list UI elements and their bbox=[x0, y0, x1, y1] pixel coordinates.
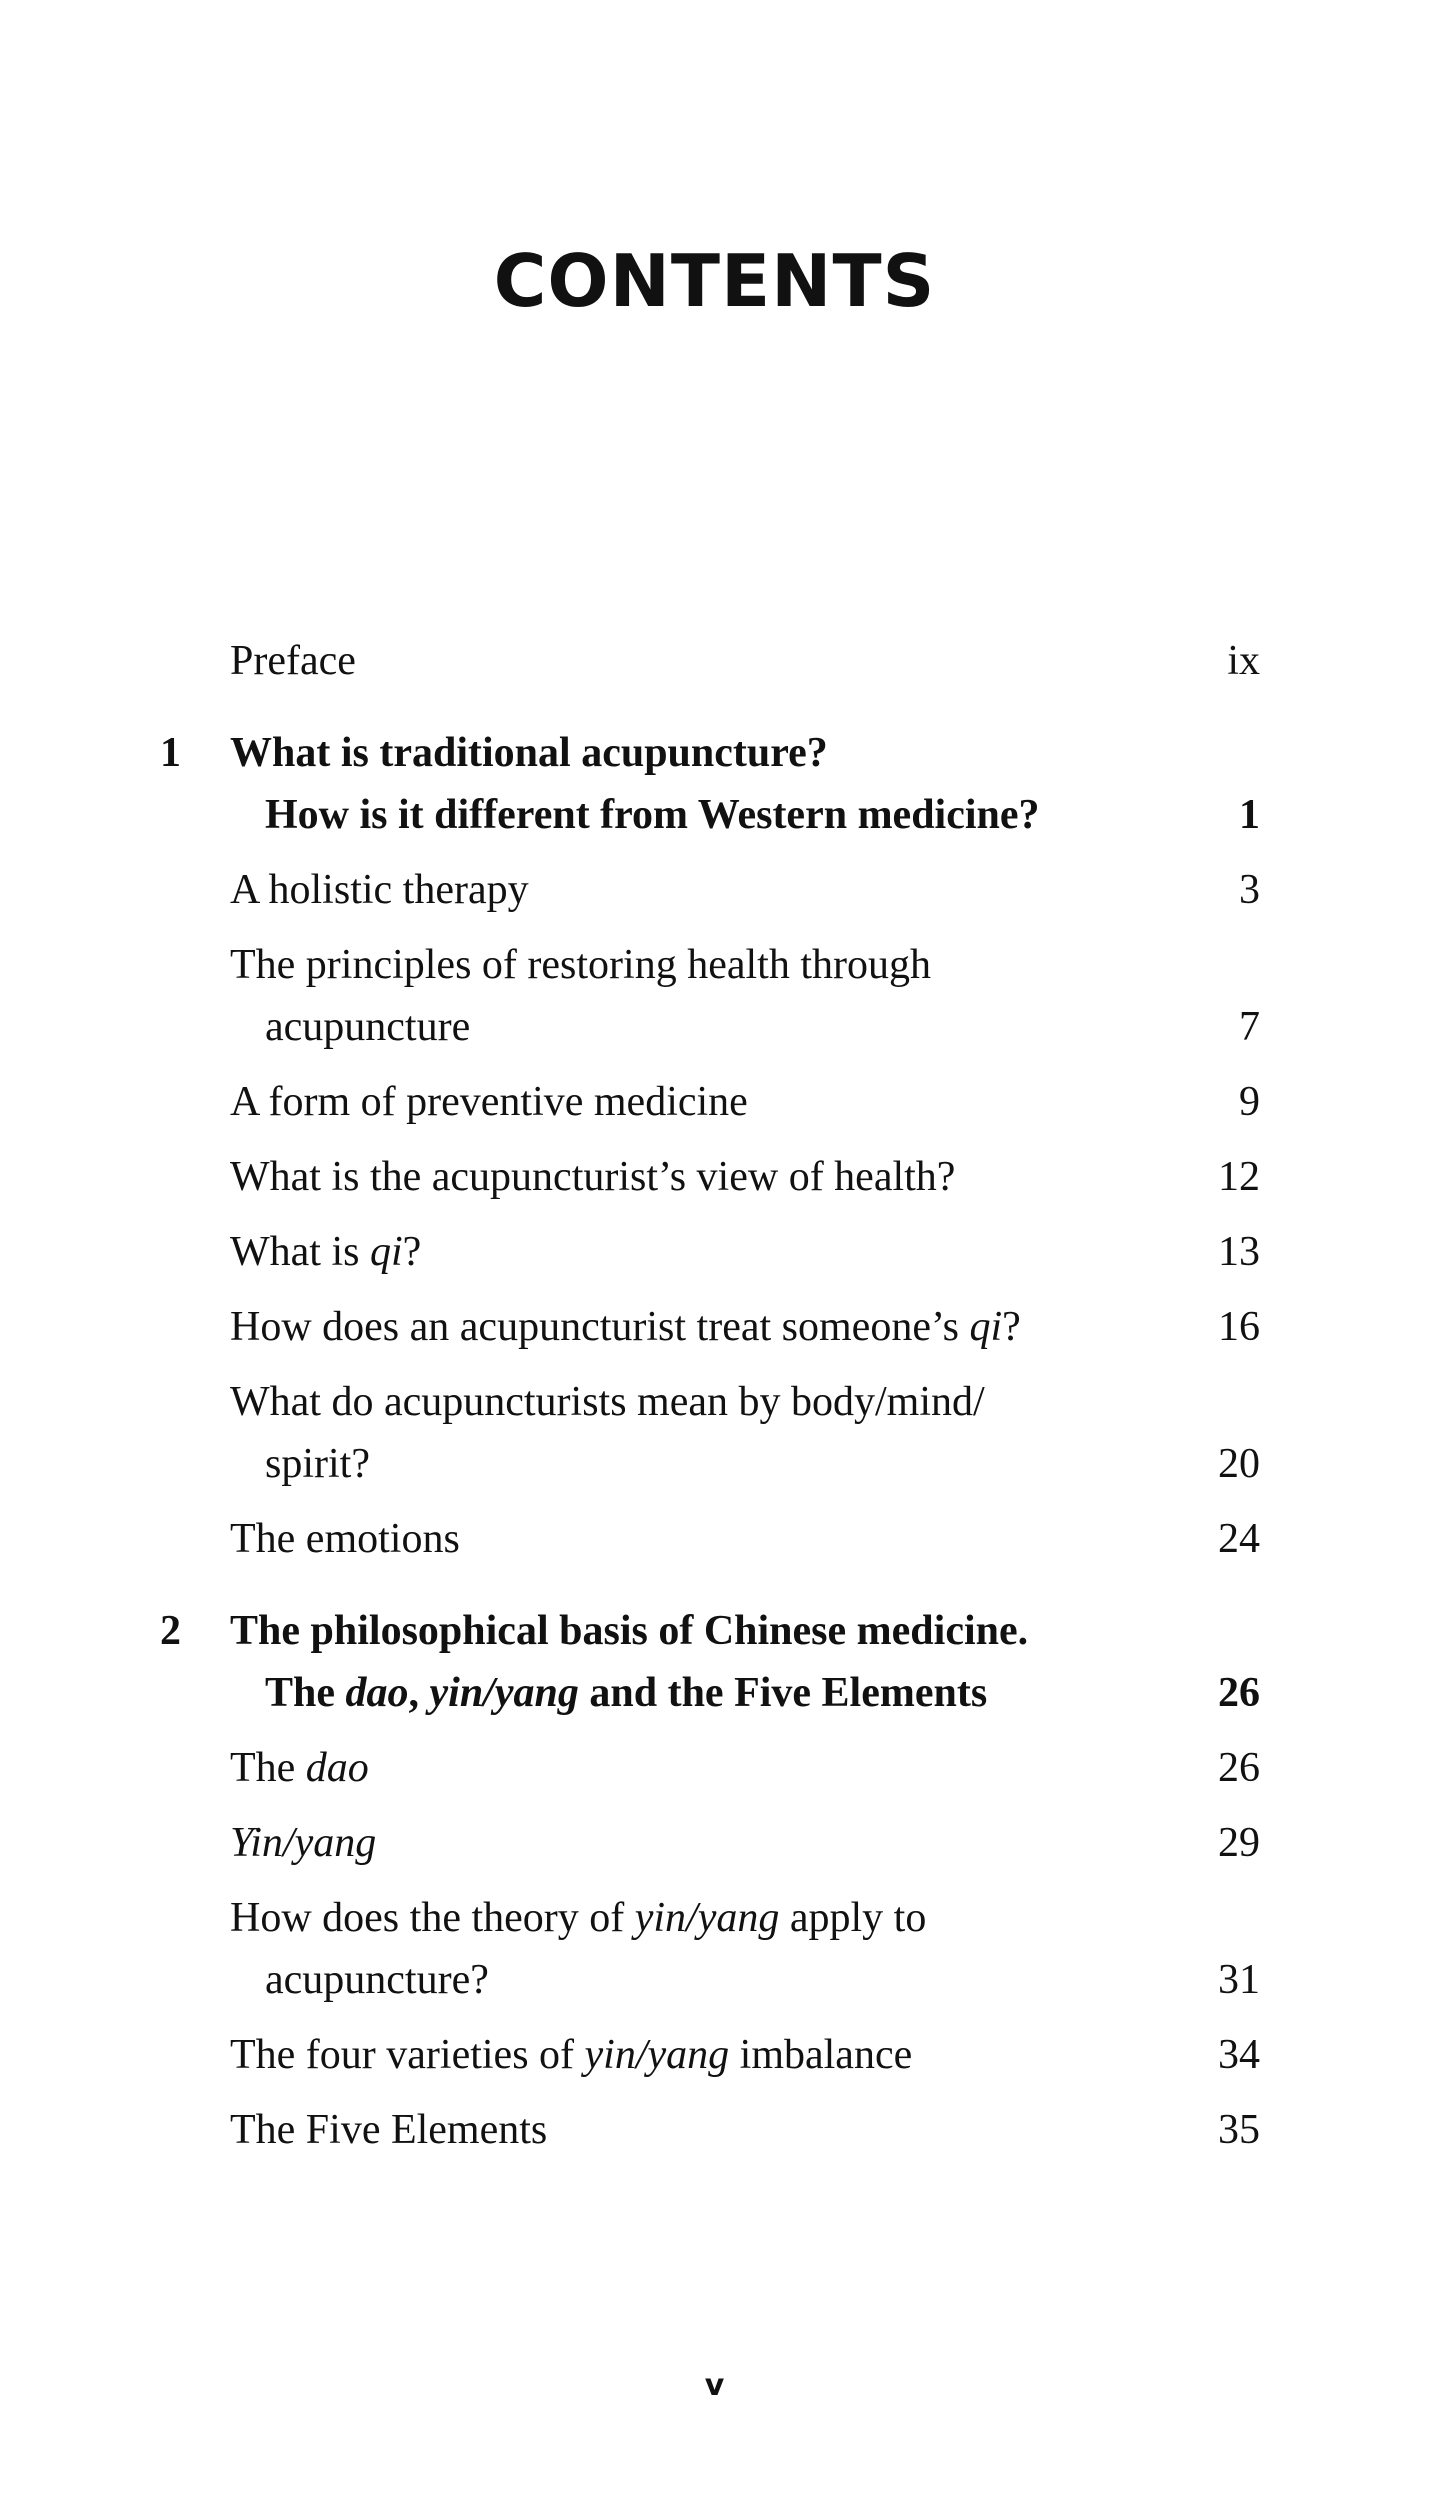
toc-page-number: 20 bbox=[1218, 1441, 1260, 1487]
toc-entry-label: The Five Elements bbox=[230, 2107, 548, 2153]
toc-entry[interactable] bbox=[160, 2024, 1260, 2086]
table-of-contents bbox=[160, 630, 1260, 2161]
toc-entry-label bbox=[230, 1221, 421, 1283]
toc-page-number: 29 bbox=[1218, 1820, 1260, 1866]
toc-entry-label bbox=[230, 1887, 926, 1949]
title-text: The bbox=[265, 1670, 346, 1716]
chapter-title-line-1: What is traditional acupuncture? bbox=[230, 730, 828, 776]
toc-page-number: 13 bbox=[1218, 1229, 1260, 1275]
toc-entry-label: What do acupuncturists mean by body/mind/ bbox=[230, 1379, 985, 1425]
toc-chapter-1-heading-continued[interactable] bbox=[160, 784, 1260, 846]
label-italic-term: yin/yang bbox=[634, 1895, 780, 1941]
toc-chapter-2-heading-continued[interactable] bbox=[160, 1662, 1260, 1724]
title-italic-term: yin/yang bbox=[429, 1670, 579, 1716]
toc-entry[interactable] bbox=[160, 859, 1260, 921]
label-text: apply to bbox=[779, 1895, 927, 1941]
label-text: What is bbox=[230, 1229, 370, 1275]
toc-entry[interactable] bbox=[160, 1296, 1260, 1358]
toc-entry[interactable] bbox=[160, 1221, 1260, 1283]
title-text: and the Five Elements bbox=[578, 1670, 988, 1716]
toc-entry-label: A holistic therapy bbox=[230, 867, 529, 913]
toc-entry-label: What is the acupuncturist’s view of health? bbox=[230, 1154, 956, 1200]
toc-page-number: 31 bbox=[1218, 1957, 1260, 2003]
toc-entry-label bbox=[230, 1812, 376, 1874]
label-text: How does an acupuncturist treat someone’s bbox=[230, 1304, 970, 1350]
toc-chapter-1-heading[interactable] bbox=[160, 722, 1260, 784]
toc-entry[interactable] bbox=[160, 1887, 1260, 1949]
toc-entry-label-continued: spirit? bbox=[265, 1441, 370, 1487]
label-italic-term: qi bbox=[969, 1304, 1003, 1350]
toc-entry[interactable] bbox=[160, 1371, 1260, 1433]
toc-entry-label bbox=[230, 1296, 1021, 1358]
title-italic-term: dao bbox=[345, 1670, 409, 1716]
toc-entry-continued[interactable] bbox=[160, 996, 1260, 1058]
toc-page-number: 34 bbox=[1218, 2032, 1260, 2078]
chapter-number: 2 bbox=[160, 1608, 181, 1654]
label-text: The bbox=[230, 1745, 306, 1791]
toc-chapter-2-heading[interactable] bbox=[160, 1600, 1260, 1662]
toc-entry-continued[interactable] bbox=[160, 1949, 1260, 2011]
label-text: How does the theory of bbox=[230, 1895, 635, 1941]
toc-entry-continued[interactable] bbox=[160, 1433, 1260, 1495]
label-text: The four varieties of bbox=[230, 2032, 585, 2078]
chapter-page-number: 26 bbox=[1218, 1670, 1260, 1716]
chapter-title-line-1: The philosophical basis of Chinese medicine. bbox=[230, 1608, 1029, 1654]
toc-entry-label bbox=[230, 1737, 369, 1799]
toc-entry[interactable] bbox=[160, 934, 1260, 996]
toc-entry-label-continued: acupuncture bbox=[265, 1004, 471, 1050]
toc-page-number: 24 bbox=[1218, 1516, 1260, 1562]
chapter-number: 1 bbox=[160, 730, 181, 776]
toc-entry[interactable] bbox=[160, 1737, 1260, 1799]
toc-page-number: 9 bbox=[1239, 1079, 1260, 1125]
toc-entry-preface[interactable] bbox=[160, 630, 1260, 692]
page-title: CONTENTS bbox=[493, 239, 936, 323]
toc-page-number: 35 bbox=[1218, 2107, 1260, 2153]
toc-entry[interactable] bbox=[160, 1508, 1260, 1570]
label-italic-term: Yin/yang bbox=[230, 1820, 377, 1866]
toc-page-number: 7 bbox=[1239, 1004, 1260, 1050]
toc-entry-label: A form of preventive medicine bbox=[230, 1079, 748, 1125]
toc-page-number: 16 bbox=[1218, 1304, 1260, 1350]
label-italic-term: yin/yang bbox=[584, 2032, 730, 2078]
toc-entry[interactable] bbox=[160, 1146, 1260, 1208]
toc-entry[interactable] bbox=[160, 1071, 1260, 1133]
label-text: ? bbox=[402, 1229, 422, 1275]
page-folio: v bbox=[704, 2368, 725, 2403]
label-text: imbalance bbox=[729, 2032, 913, 2078]
toc-entry-label: The principles of restoring health through bbox=[230, 942, 931, 988]
toc-page-number: ix bbox=[1227, 638, 1260, 684]
label-italic-term: qi bbox=[369, 1229, 403, 1275]
chapter-page-number: 1 bbox=[1239, 792, 1260, 838]
toc-entry[interactable] bbox=[160, 2099, 1260, 2161]
toc-entry-label bbox=[230, 2024, 912, 2086]
title-text: , bbox=[408, 1670, 430, 1716]
label-italic-term: dao bbox=[305, 1745, 369, 1791]
toc-page-number: 12 bbox=[1218, 1154, 1260, 1200]
toc-entry-label-continued: acupuncture? bbox=[265, 1957, 489, 2003]
toc-entry-label: The emotions bbox=[230, 1516, 460, 1562]
toc-page-number: 3 bbox=[1239, 867, 1260, 913]
chapter-title-line-2 bbox=[265, 1662, 987, 1724]
toc-page-number: 26 bbox=[1218, 1745, 1260, 1791]
toc-entry-label: Preface bbox=[230, 638, 356, 684]
chapter-title-line-2: How is it different from Western medicine? bbox=[265, 792, 1040, 838]
label-text: ? bbox=[1002, 1304, 1021, 1350]
toc-entry[interactable] bbox=[160, 1812, 1260, 1874]
